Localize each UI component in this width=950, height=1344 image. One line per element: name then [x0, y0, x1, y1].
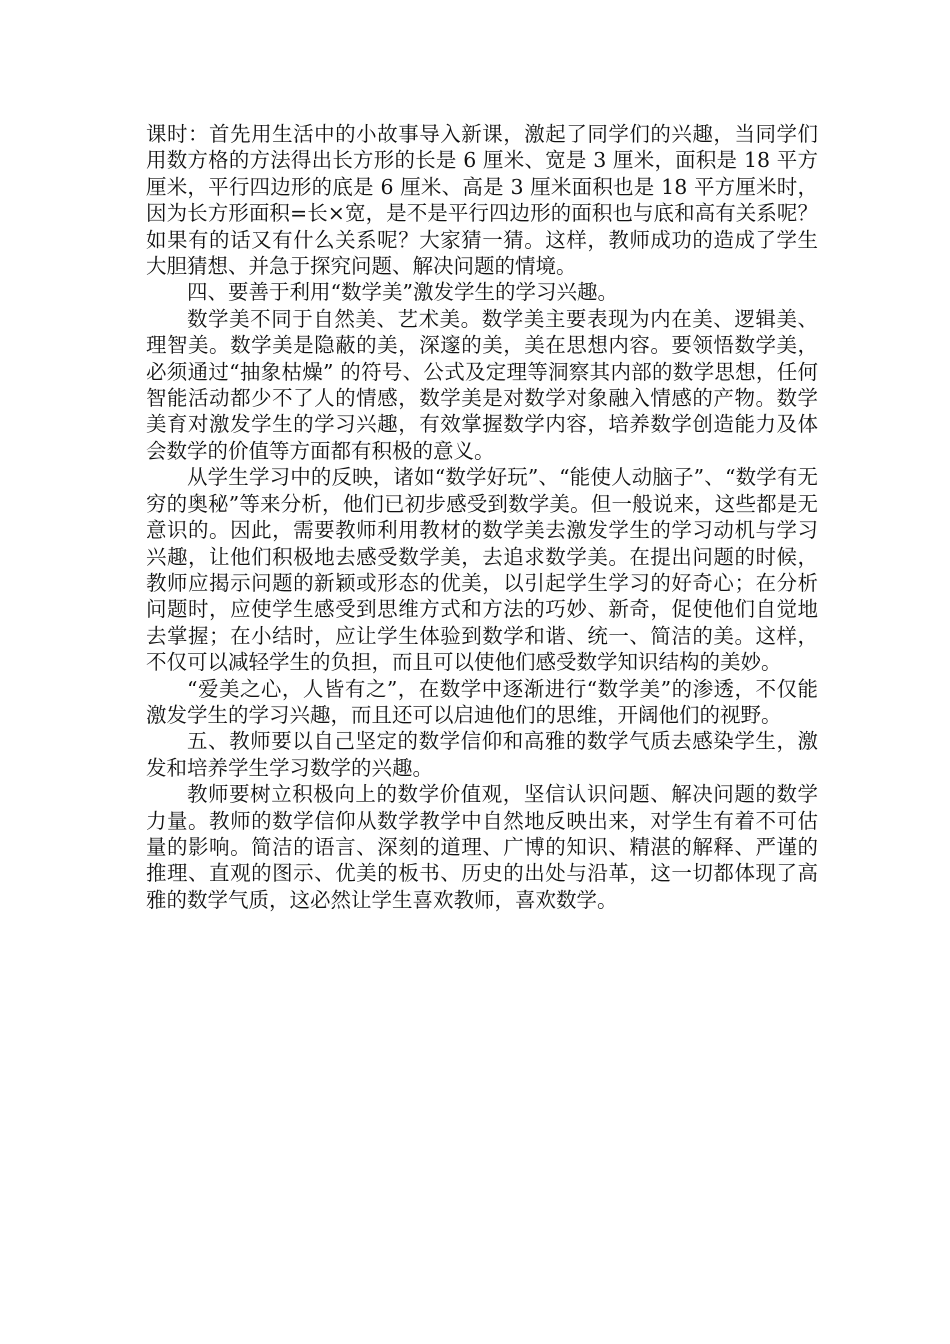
- section-heading-four: 四、要善于利用“数学美”激发学生的学习兴趣。: [187, 280, 618, 305]
- paragraph-love-of-beauty: “爱美之心，人皆有之”，在数学中逐渐进行“数学美”的渗透，不仅能激发学生的学习兴趣，而且还可以启迪他们的思维，开阔他们的视野。: [146, 676, 818, 727]
- paragraph-teacher-belief: 教师要树立积极向上的数学价值观，坚信认识问题、解决问题的数学力量。教师的数学信仰从数学教学中自然地反映出来，对学生有着不可估量的影响。简洁的语言、深刻的道理、广博的知识、精湛的解释、严谨的推理、直观的图示、优美的板书、历史的出处与沿革，这一切都体现了高雅的数学气质，这必然让学生喜欢教师，喜欢数学。: [146, 782, 818, 912]
- paragraph-math-beauty: 数学美不同于自然美、艺术美。数学美主要表现为内在美、逻辑美、理智美。数学美是隐蔽的美，深邃的美，美在思想内容。要领悟数学美，必须通过“抽象枯燥” 的符号、公式及定理等洞察其内部的数学思想，任何智能活动都少不了人的情感，数学美是对数学对象融入情感的产物。数学美育对激发学生的学习兴趣，有效掌握数学内容，培养数学创造能力及体会数学的价值等方面都有积极的意义。: [146, 306, 818, 463]
- paragraph-student-reflection: 从学生学习中的反映，诸如“数学好玩”、“能使人动脑子”、“数学有无穷的奥秘”等来分析，他们已初步感受到数学美。但一般说来，这些都是无意识的。因此，需要教师利用教材的数学美去激发学生的学习动机与学习兴趣，让他们积极地去感受数学美，去追求数学美。在提出问题的时候，教师应揭示问题的新颖或形态的优美，以引起学生学习的好奇心；在分析问题时，应使学生感受到思维方式和方法的巧妙、新奇，促使他们自觉地去掌握；在小结时，应让学生体验到数学和谐、统一、简洁的美。这样，不仅可以减轻学生的负担，而且可以使他们感受数学知识结构的美妙。: [146, 465, 818, 675]
- section-heading-five: 五、教师要以自己坚定的数学信仰和高雅的数学气质去感染学生，激发和培养学生学习数学的兴趣。: [146, 729, 818, 780]
- document-body: [146, 121, 818, 913]
- paragraph-continuation: 课时：首先用生活中的小故事导入新课，激起了同学们的兴趣，当同学们用数方格的方法得出长方形的长是 6 厘米、宽是 3 厘米，面积是 18 平方厘米，平行四边形的底是 6 厘米、高是 3 厘米面积也是 18 平方厘米时，因为长方形面积=长×宽，是不是平行四边形的面积也与底和高有关系呢？如果有的话又有什么关系呢？大家猜一猜。这样，教师成功的造成了学生大胆猜想、并急于探究问题、解决问题的情境。: [146, 122, 818, 279]
